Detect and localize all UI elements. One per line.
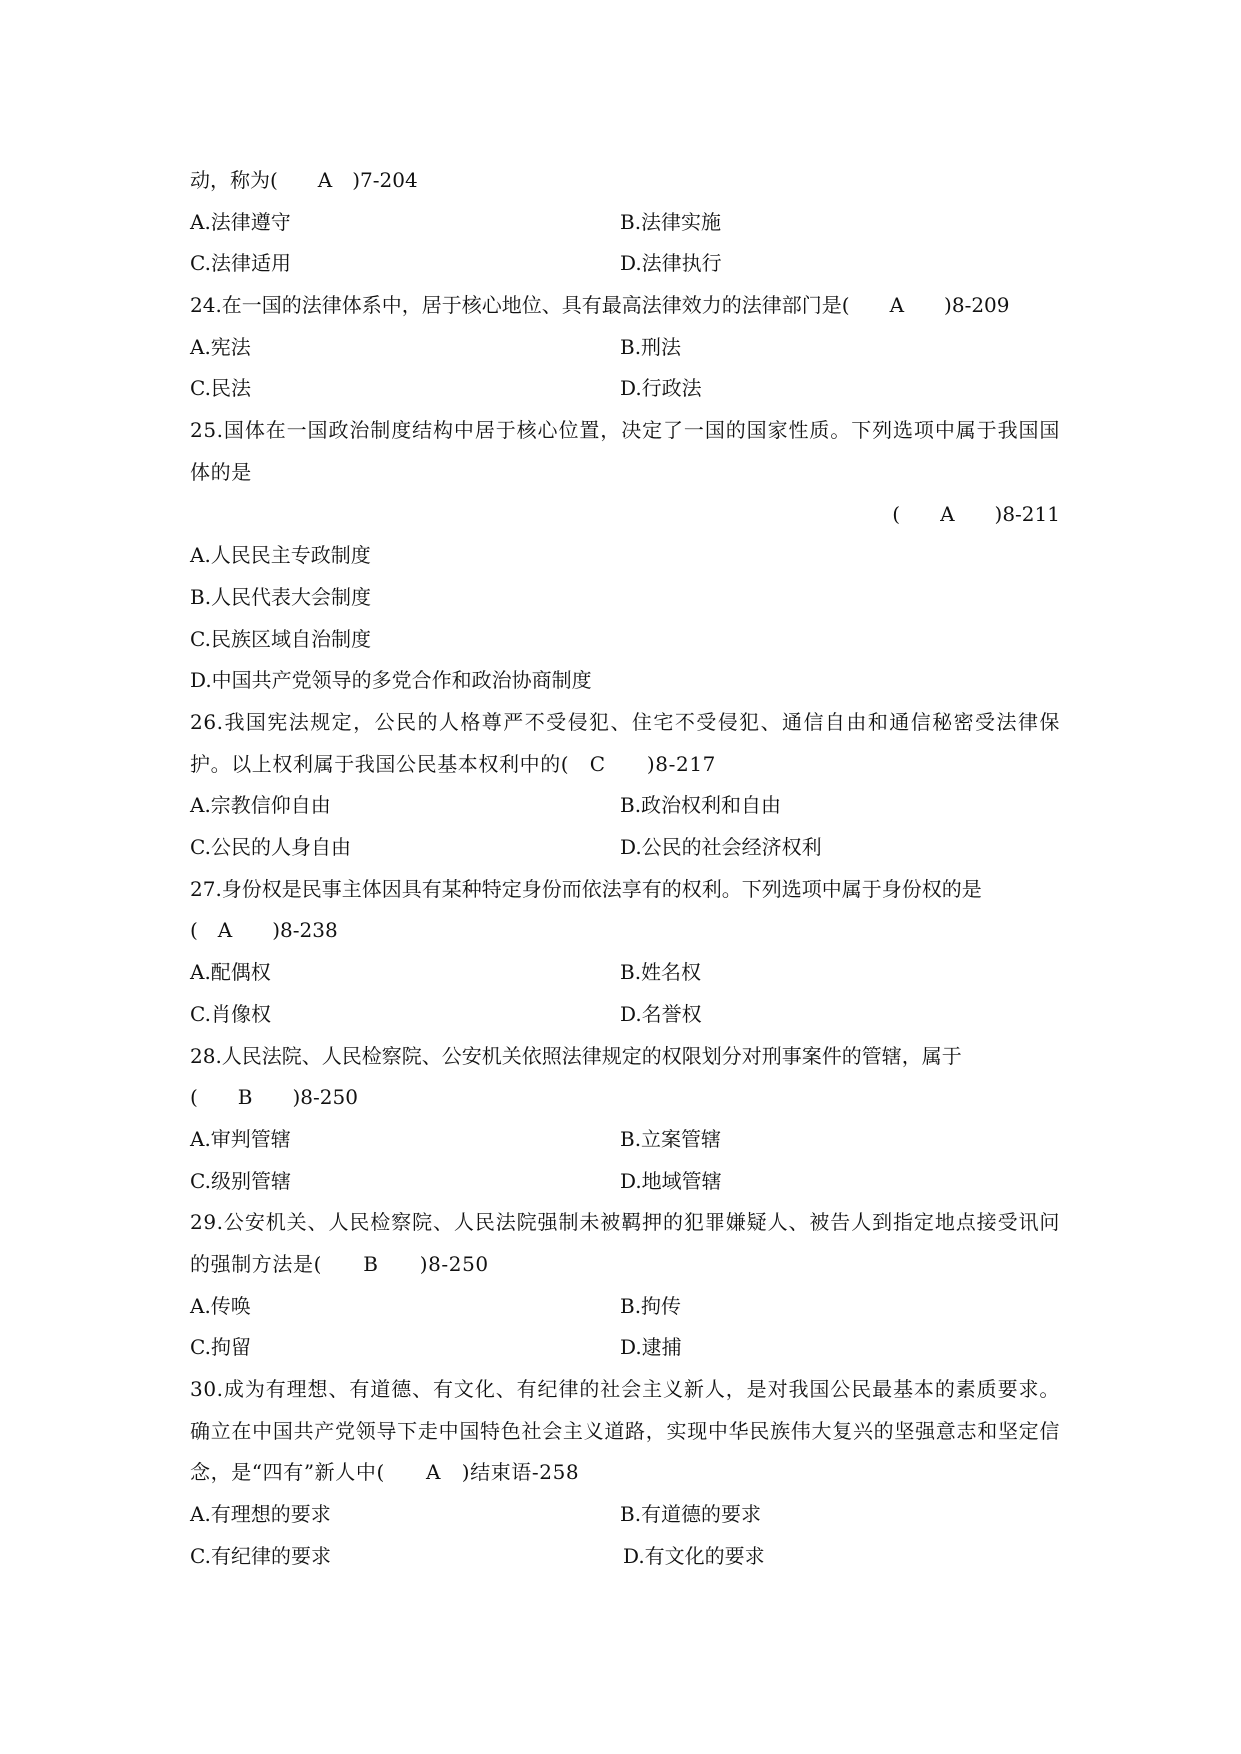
question-23-options-row-2	[190, 243, 1060, 285]
question-23-option-c: C.法律适用	[190, 251, 291, 276]
question-list	[190, 160, 1060, 1578]
question-26-options-row-2	[190, 827, 1060, 869]
question-23-options-row-1	[190, 202, 1060, 244]
question-26-option-b: B.政治权利和自由	[620, 793, 782, 818]
question-26-options-row-1	[190, 785, 1060, 827]
question-28-options-row-2	[190, 1161, 1060, 1203]
question-28-options-row-1	[190, 1119, 1060, 1161]
question-27-option-b: B.姓名权	[620, 960, 702, 985]
question-23-tail: 动，称为( A )7-204	[190, 168, 418, 192]
question-29-options-row-1	[190, 1286, 1060, 1328]
question-30-text: 30.成为有理想、有道德、有文化、有纪律的社会主义新人，是对我国公民最基本的素质要求。确立在中国共产党领导下走中国特色社会主义道路，实现中华民族伟大复兴的坚强意志和坚定信念，是“四有”新人中( A )结束语-258	[190, 1377, 1060, 1485]
question-27-option-d: D.名誉权	[620, 1001, 702, 1026]
question-26-option-c: C.公民的人身自由	[190, 835, 351, 860]
question-29-option-b: B.拘传	[620, 1293, 682, 1318]
question-27-options-row-1	[190, 952, 1060, 994]
question-24-text: 24.在一国的法律体系中，居于核心地位、具有最高法律效力的法律部门是( A )8-209	[190, 293, 1010, 318]
question-29-options-row-2	[190, 1327, 1060, 1369]
question-24-options-row-2	[190, 368, 1060, 410]
question-27-option-c: C.肖像权	[190, 1001, 271, 1026]
question-29-text: 29.公安机关、人民检察院、人民法院强制未被羁押的犯罪嫌疑人、被告人到指定地点接受讯问的强制方法是( B )8-250	[190, 1210, 1060, 1276]
question-30-option-b: B.有道德的要求	[620, 1502, 762, 1527]
question-26-option-a: A.宗教信仰自由	[190, 793, 331, 818]
question-27-options-row-2	[190, 994, 1060, 1036]
question-28-option-c: C.级别管辖	[190, 1168, 291, 1193]
question-30-option-d: D.有文化的要求	[623, 1543, 765, 1568]
question-27-text: 27.身份权是民事主体因具有某种特定身份而依法享有的权利。下列选项中属于身份权的是	[190, 876, 982, 901]
question-30-option-a: A.有理想的要求	[190, 1502, 331, 1527]
question-26-option-d: D.公民的社会经济权利	[620, 835, 822, 860]
question-26-text: 26.我国宪法规定，公民的人格尊严不受侵犯、住宅不受侵犯、通信自由和通信秘密受法律保护。以上权利属于我国公民基本权利中的( C )8-217	[190, 709, 1060, 776]
question-24-option-b: B.刑法	[620, 334, 682, 359]
question-28-option-d: D.地域管辖	[620, 1168, 722, 1193]
question-25-option-b: B.人民代表大会制度	[190, 584, 372, 609]
question-25-option-a: A.人民民主专政制度	[190, 543, 371, 568]
question-25-answer: ( A )8-211	[892, 501, 1060, 526]
question-25-option-c: C.民族区域自治制度	[190, 626, 371, 651]
question-25-option-d: D.中国共产党领导的多党合作和政治协商制度	[190, 668, 592, 693]
question-24-options-row-1	[190, 327, 1060, 369]
question-27-answer: ( A )8-238	[190, 918, 338, 943]
question-23-option-d: D.法律执行	[620, 251, 722, 276]
question-30-option-c: C.有纪律的要求	[190, 1543, 331, 1568]
question-23-option-a: A.法律遵守	[190, 209, 291, 234]
question-28-text: 28.人民法院、人民检察院、公安机关依照法律规定的权限划分对刑事案件的管辖，属于	[190, 1043, 962, 1068]
question-24-option-a: A.宪法	[190, 334, 251, 359]
question-24-option-c: C.民法	[190, 376, 251, 401]
question-28-answer: ( B )8-250	[190, 1085, 358, 1110]
question-28-option-a: A.审判管辖	[190, 1126, 291, 1151]
question-28-option-b: B.立案管辖	[620, 1126, 722, 1151]
question-29-option-a: A.传唤	[190, 1293, 251, 1318]
question-29-option-d: D.逮捕	[620, 1335, 682, 1360]
question-24-option-d: D.行政法	[620, 376, 702, 401]
question-29-option-c: C.拘留	[190, 1335, 251, 1360]
question-30-options-row-2	[190, 1536, 1060, 1578]
question-23-option-b: B.法律实施	[620, 209, 722, 234]
question-30-options-row-1	[190, 1494, 1060, 1536]
question-25-text: 25.国体在一国政治制度结构中居于核心位置，决定了一国的国家性质。下列选项中属于我国国体的是	[190, 418, 1060, 484]
question-27-option-a: A.配偶权	[190, 960, 271, 985]
